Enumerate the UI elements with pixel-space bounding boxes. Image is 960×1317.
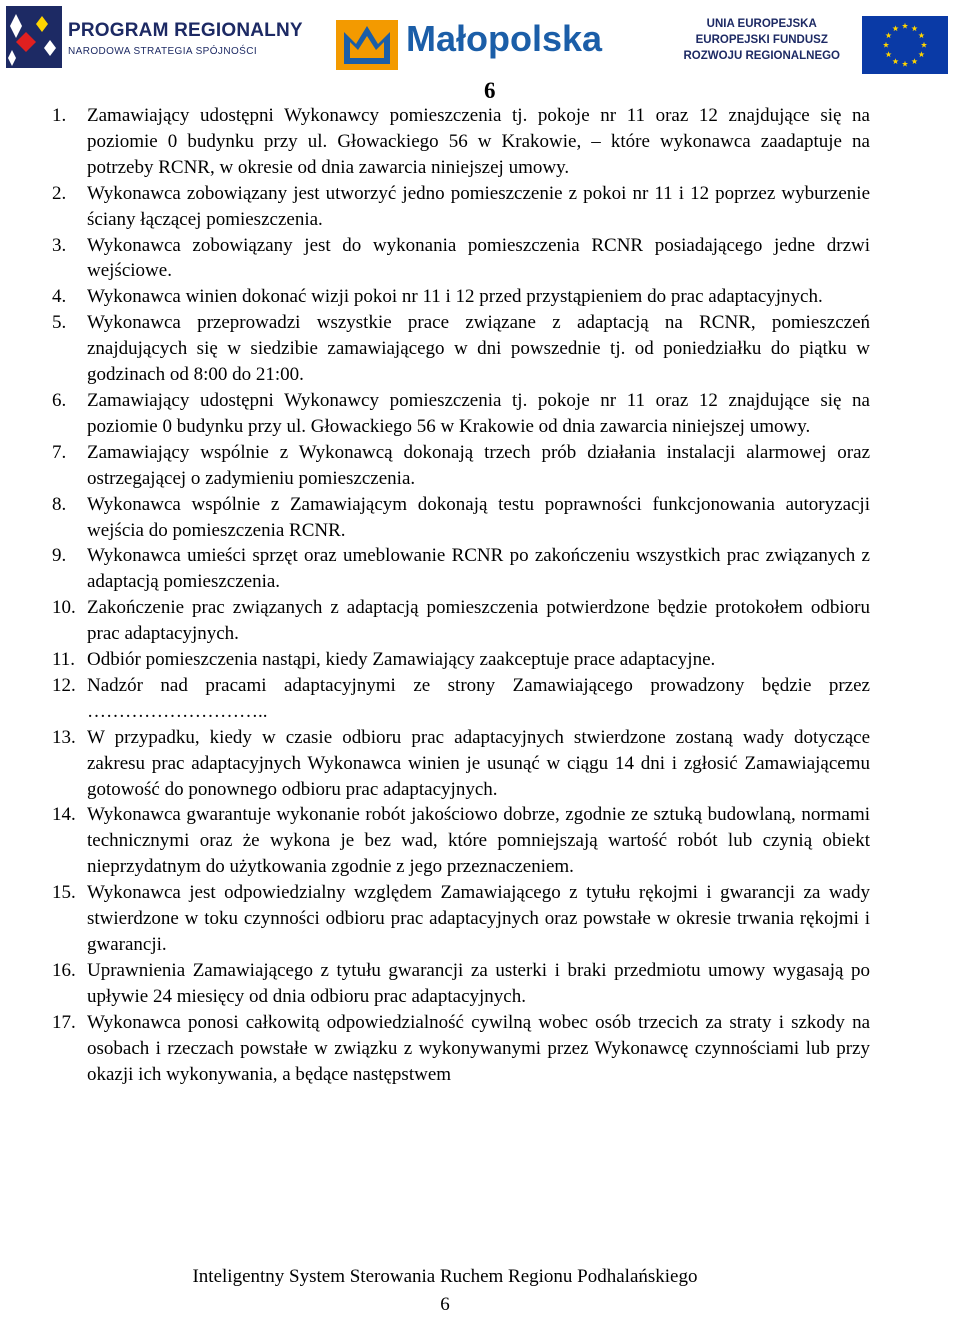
list-item-number: 16.	[52, 959, 76, 981]
list-item-number: 14.	[52, 804, 76, 826]
list-item-text: Zakończenie prac związanych z adaptacją pomieszczenia potwierdzone będzie protokołem odbioru prac adaptacyjnych.	[87, 597, 870, 645]
list-item	[52, 802, 870, 880]
numbered-list	[52, 103, 870, 1087]
list-item-number: 1.	[52, 105, 67, 126]
list-item-text: Wykonawca zobowiązany jest utworzyć jedno pomieszczenie z pokoi nr 11 i 12 poprzez wyburzenie ściany łączącej pomieszczenia.	[87, 182, 870, 230]
eu-line-1: UNIA EUROPEJSKA	[706, 18, 817, 30]
list-item-text: W przypadku, kiedy w czasie odbioru prac adaptacyjnych stwierdzone zostaną wady dotyczące zakresu prac adaptacyjnych Wykonawca winien je usunąć w ciągu 14 dni i zgłosić Zamawiającemu gotowość do ponownego odbioru prac adaptacyjnych.	[87, 726, 870, 800]
list-item-text: Wykonawca przeprowadzi wszystkie prace związane z adaptacją na RCNR, pomieszczeń znajdujących się w siedzibie zamawiającego w dni powszednie tj. od poniedziałku do piątku w godzinach od 8:00 do 21:00.	[87, 312, 870, 386]
list-item	[52, 440, 870, 492]
list-item-number: 12.	[52, 674, 76, 696]
region-name: Małopolska	[406, 18, 603, 59]
list-item	[52, 1010, 870, 1088]
malopolska-logo	[336, 14, 636, 70]
list-item-text: Odbiór pomieszczenia nastąpi, kiedy Zamawiający zaakceptuje prace adaptacyjne.	[87, 649, 716, 671]
list-item-text: Wykonawca umieści sprzęt oraz umeblowanie RCNR po zakończeniu wszystkich prac związanych z adaptacją pomieszczenia.	[87, 545, 870, 593]
list-item-text: Uprawnienia Zamawiającego z tytułu gwarancji za usterki i braki przedmiotu umowy wygasają po upływie 24 miesięcy od dnia odbioru prac adaptacyjnych.	[87, 959, 870, 1007]
list-item-number: 7.	[52, 441, 67, 463]
list-item-text: Wykonawca winien dokonać wizji pokoi nr 11 i 12 przed przystąpieniem do prac adaptacyjnych.	[87, 286, 823, 308]
list-item-number: 10.	[52, 597, 76, 619]
list-item-number: 2.	[52, 182, 67, 204]
program-title: PROGRAM REGIONALNY	[68, 20, 303, 41]
list-item-text: Zamawiający udostępni Wykonawcy pomieszczenia tj. pokoje nr 11 oraz 12 znajdujące się na poziomie 0 budynku przy ul. Głowackiego 56 w Krakowie od dnia zawarcia niniejszej umowy.	[87, 389, 870, 437]
list-item	[52, 103, 870, 181]
list-item	[52, 388, 870, 440]
program-regionalny-emblem-icon	[6, 6, 62, 68]
list-item-number: 11.	[52, 649, 76, 671]
footer-title: Inteligentny System Sterowania Ruchem Regionu Podhalańskiego	[192, 1266, 698, 1287]
eu-line-2: EUROPEJSKI FUNDUSZ	[695, 34, 828, 46]
program-subtitle: NARODOWA STRATEGIA SPÓJNOŚCI	[68, 46, 258, 57]
list-item-number: 6.	[52, 389, 67, 411]
list-item-number: 17.	[52, 1011, 76, 1033]
list-item	[52, 233, 870, 285]
list-item-number: 9.	[52, 545, 67, 567]
list-item-text: Nadzór nad pracami adaptacyjnymi ze strony Zamawiającego prowadzony będzie przez ………………………..	[87, 674, 870, 722]
eu-flag-icon	[862, 16, 948, 74]
list-item-text: Zamawiający wspólnie z Wykonawcą dokonają trzech prób działania instalacji alarmowej oraz ostrzegającej o zadymieniu pomieszczenia.	[87, 441, 870, 489]
list-item	[52, 958, 870, 1010]
list-item	[52, 181, 870, 233]
footer-page-number: 6	[440, 1294, 450, 1315]
list-item	[52, 647, 870, 673]
list-item-number: 13.	[52, 726, 76, 748]
eu-logo	[683, 14, 952, 74]
malopolska-emblem-icon	[336, 14, 398, 70]
list-item	[52, 310, 870, 388]
list-item-number: 8.	[52, 493, 67, 515]
list-item-text: Wykonawca ponosi całkowitą odpowiedzialność cywilną wobec osób trzecich za straty i szkody na osobach i rzeczach powstałe w związku z wykonywanymi przez Wykonawcę czynnościami lub przy okazji ich wykonywania, a będące następstwem	[87, 1011, 870, 1085]
list-item-number: 15.	[52, 882, 76, 904]
eu-text-block	[683, 16, 840, 64]
eu-line-3: ROZWOJU REGIONALNEGO	[683, 50, 840, 62]
list-item-text: Wykonawca wspólnie z Zamawiającym dokonają testu poprawności funkcjonowania autoryzacji wejścia do pomieszczenia RCNR.	[87, 493, 870, 541]
list-item-text: Zamawiający udostępni Wykonawcy pomieszczenia tj. pokoje nr 11 oraz 12 znajdujące się na poziomie 0 budynku przy ul. Głowackiego 56 w Krakowie, – które wykonawca zaadaptuje na potrzeby RCNR, w okresie od dnia zawarcia niniejszej umowy.	[87, 105, 870, 178]
list-item-number: 3.	[52, 234, 67, 256]
list-item	[52, 673, 870, 725]
list-item-text: Wykonawca zobowiązany jest do wykonania pomieszczenia RCNR posiadającego jedne drzwi wejściowe.	[87, 234, 870, 282]
program-regionalny-logo	[6, 6, 303, 72]
list-item	[52, 543, 870, 595]
list-item-number: 4.	[52, 286, 67, 308]
list-item	[52, 595, 870, 647]
list-item	[52, 880, 870, 958]
page-header	[0, 0, 960, 80]
page-number-top: 6	[484, 78, 496, 103]
list-item	[52, 284, 870, 310]
list-item-text: Wykonawca gwarantuje wykonanie robót jakościowo dobrze, zgodnie ze sztuką budowlaną, normami technicznymi oraz że wykona je bez wad, które pomniejszają wartość robót lub czynią obiekt nieprzydatnym do użytkowania zgodnie z jego przeznaczeniem.	[87, 804, 870, 878]
list-item	[52, 725, 870, 803]
list-item-number: 5.	[52, 312, 67, 334]
list-item-text: Wykonawca jest odpowiedzialny względem Zamawiającego z tytułu rękojmi i gwarancji za wady stwierdzone w toku czynności odbioru prac adaptacyjnych oraz powstałe w okresie trwania rękojmi i gwarancji.	[87, 882, 870, 955]
list-item	[52, 492, 870, 544]
